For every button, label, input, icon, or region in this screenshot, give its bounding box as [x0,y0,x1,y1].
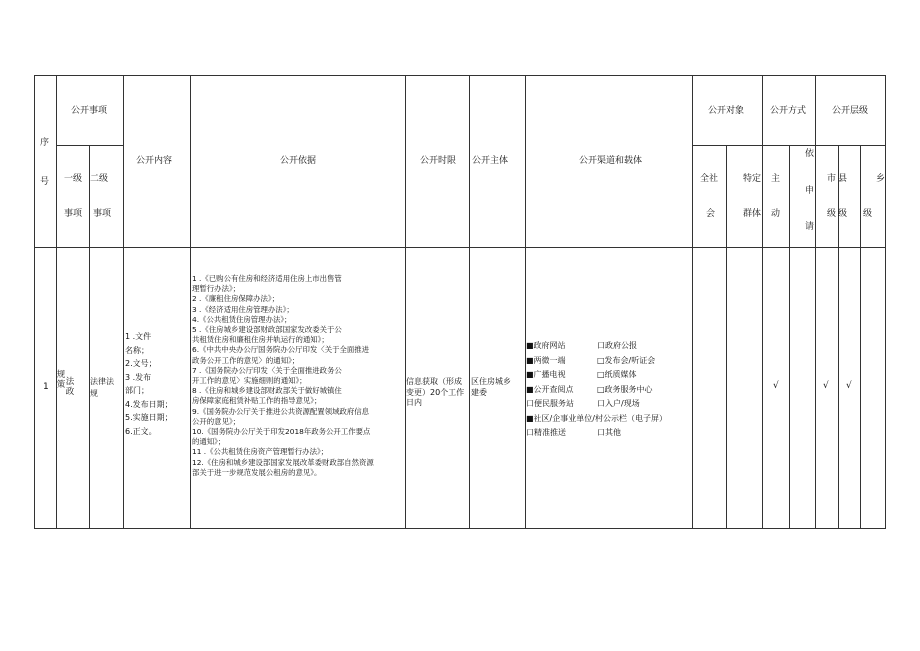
basis-line: 4.《公共租赁住房管理办法》； [192,314,292,324]
content-line: 3 .发布 [125,372,152,382]
channel-item: 口入户/现场 [597,399,640,408]
row-level1-col-b [65,378,75,397]
header-method-apply-2: 申 [805,186,815,196]
content-line: 4.发布日期； [125,399,173,409]
row-level1-char: 法 [65,377,75,387]
header-target-specific-2: 群体 [743,209,762,219]
check-level-city: √ [823,381,829,391]
header-level2-line2: 事项 [93,209,112,219]
content-line: 6.正文。 [125,426,157,436]
row-basis [192,274,374,478]
channel-item: □政务服务中心 [597,384,653,394]
channel-item: ■社区/企事业单位/村公示栏（电子屏） [526,413,667,423]
header-level1-line2: 事项 [64,209,83,219]
col-line [405,75,406,529]
time-line: 日内 [406,398,422,407]
header-time-limit: 公开时限 [420,156,457,166]
col-line [34,75,35,529]
channel-item: ■两微一端 [526,355,566,365]
header-method-active-2: 动 [771,209,781,219]
header-public-item: 公开事项 [71,106,108,116]
header-target-all-2: 会 [706,209,716,219]
header-seq-char-1: 序 [40,138,50,148]
col-line [762,75,763,529]
header-divider-left [56,145,124,146]
basis-line: 9.《国务院办公厅关于推进公共资源配置领域政府信息 [192,406,370,416]
basis-line: 8 .《住房和城乡建设部财政部关于做好城镇住 [192,386,342,396]
row-level2-line2: 规 [90,389,98,398]
channel-item: 口其他 [597,428,621,437]
channel-item: ■广播电视 [526,370,566,379]
basis-line: 3 .《经济适用住房管理办法》； [192,304,294,314]
channel-item: □纸质媒体 [597,370,637,379]
basis-line: 共租赁住房和廉租住房并轨运行的通知》； [192,335,329,345]
header-level-city-2: 级 [827,209,837,219]
row-level1-char: 规 [56,370,66,380]
basis-line: 开工作的意见〉实施细则的通知》； [192,376,307,386]
header-level-county-1: 县 [838,174,848,184]
row-channel-right [597,339,655,441]
row-level1-char: 政 [65,386,75,397]
col-line [692,75,693,529]
header-method-apply-3: 请 [805,222,815,232]
basis-line: 6.《中共中央办公厅国务院办公厅印发〈关于全面推进 [192,345,370,355]
row-content [125,330,173,438]
row-level2-line1: 法律法 [90,377,114,386]
header-level-city-1: 市 [827,174,837,184]
header-basis: 公开依据 [280,156,317,166]
col-line [885,75,886,529]
check-level-county: √ [846,381,852,391]
basis-line: 10.《国务院办公厅关于印发2018年政务公开工作要点 [192,427,371,437]
col-line [469,75,470,529]
col-line [123,75,124,529]
header-level2-line1: 二级 [90,174,109,184]
basis-line: 公开的意见》； [192,416,241,426]
header-bottom-border [34,247,886,248]
row-seq: 1 [43,382,49,392]
channel-item: 口政府公报 [597,341,637,350]
col-line [726,145,727,529]
col-line [789,145,790,529]
channel-item: 口精准推送 [526,428,566,437]
channel-item: ■公开查阅点 [526,384,574,394]
channel-item: □发布会/听证会 [597,355,656,365]
basis-line: 理暂行办法》； [192,284,241,294]
check-target-specific: √ [773,381,779,391]
row-time-limit [406,377,464,409]
header-content: 公开内容 [136,156,173,166]
col-line [56,75,57,529]
basis-line: 12.《住房和城乡建设部国家发展改革委财政部自然资源 [192,457,374,467]
header-level-county-2: 级 [838,209,848,219]
col-line [525,75,526,529]
header-target-specific-1: 特定 [743,174,762,184]
time-line: 变更）20个工作 [406,387,465,397]
basis-line: 2 .《廉租住房保障办法》； [192,294,279,304]
col-line [838,145,839,529]
channel-item [597,412,655,427]
row-subject [471,377,511,398]
time-line: 信息获取（形成 [406,377,462,386]
header-level-township-1: 乡 [876,174,886,184]
header-channel: 公开渠道和载体 [579,156,643,166]
header-level: 公开层级 [832,106,869,116]
content-line: 部门； [125,386,149,395]
col-line [860,145,861,529]
header-method-active-1: 主 [771,174,781,184]
basis-line: 1 .《已购公有住房和经济适用住房上市出售管 [192,274,342,283]
col-line [89,145,90,529]
header-target: 公开对象 [708,106,745,116]
header-method: 公开方式 [770,106,807,116]
header-method-apply-1: 依 [805,149,815,159]
basis-line: 7 .《国务院办公厅印发〈关于全面推进政务公 [192,365,342,375]
basis-line: 的通知》； [192,437,226,447]
content-line: 2.文号； [125,359,157,368]
basis-line: 政务公开工作的意见〉的通知》； [192,355,300,365]
content-line: 5.实施日期； [125,413,173,422]
basis-line: 11 .《公共租赁住房资产管理暂行办法》； [192,447,329,457]
col-line [190,75,191,529]
header-target-all-1: 全社 [700,174,719,184]
header-level-township-2: 级 [863,209,873,219]
content-line: 名称； [125,345,149,355]
basis-line: 部关于进一步规范发展公租房的意见》。 [192,467,322,477]
table-border-bottom [34,528,886,529]
basis-line: 房保障家庭租赁补贴工作的指导意见》； [192,396,322,406]
header-level1-line1: 一级 [64,174,83,184]
row-level1-char: 策 [56,379,66,390]
header-subject: 公开主体 [472,156,509,166]
content-line: 1 .文件 [125,332,152,341]
basis-line: 5 .《住房城乡建设部财政部国家发改委关于公 [192,325,342,335]
col-line [815,75,816,529]
header-seq-char-2: 号 [40,177,50,187]
channel-item: ■政府网站 [526,341,566,350]
subject-line: 建委 [471,387,487,397]
subject-line: 区住房城乡 [471,377,511,386]
table-border-top [34,75,886,76]
channel-item: 口便民服务站 [526,399,574,408]
